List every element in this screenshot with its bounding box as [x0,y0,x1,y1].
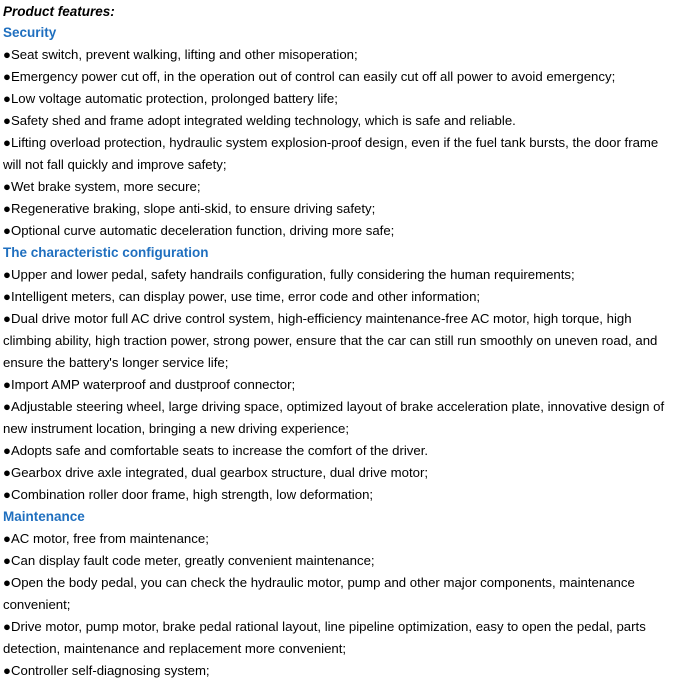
section-maintenance [3,506,684,682]
list-item: ●Low voltage automatic protection, prolonged battery life; [3,91,338,106]
list-item: ●Optional curve automatic deceleration function, driving more safe; [3,223,395,238]
list-item: ●Safety shed and frame adopt integrated welding technology, which is safe and reliable. [3,113,516,128]
list-item: ●Dual drive motor full AC drive control system, high-efficiency maintenance-free AC motor, high torque, high climbing ability, high traction power, strong power, ensure that the car can still run smoothly on uneven road, and ensure the battery's longer service life; [3,311,658,370]
configuration-feature-list [3,264,684,506]
list-item: ●Intelligent meters, can display power, use time, error code and other information; [3,289,481,304]
list-item: ●Drive motor, pump motor, brake pedal rational layout, line pipeline optimization, easy to open the pedal, parts detection, maintenance and replacement more convenient; [3,619,646,656]
list-item: ●Import AMP waterproof and dustproof connector; [3,377,296,392]
list-item: ●Combination roller door frame, high strength, low deformation; [3,487,374,502]
list-item: ●Gearbox drive axle integrated, dual gearbox structure, dual drive motor; [3,465,429,480]
list-item: ●Wet brake system, more secure; [3,179,201,194]
maintenance-feature-list [3,528,684,682]
section-security [3,22,684,242]
list-item: ●Regenerative braking, slope anti-skid, to ensure driving safety; [3,201,376,216]
list-item: ●Emergency power cut off, in the operation out of control can easily cut off all power to avoid emergency; [3,69,616,84]
list-item: ●Upper and lower pedal, safety handrails configuration, fully considering the human requirements; [3,267,575,282]
list-item: ●AC motor, free from maintenance; [3,531,209,546]
section-heading-characteristic-configuration: The characteristic configuration [3,245,209,260]
list-item: ●Adjustable steering wheel, large driving space, optimized layout of brake acceleration plate, innovative design of new instrument location, bringing a new driving experience; [3,399,665,436]
section-heading-maintenance: Maintenance [3,509,85,524]
list-item: ●Can display fault code meter, greatly convenient maintenance; [3,553,375,568]
section-characteristic-configuration [3,242,684,506]
list-item: ●Seat switch, prevent walking, lifting and other misoperation; [3,47,358,62]
list-item: ●Adopts safe and comfortable seats to increase the comfort of the driver. [3,443,429,458]
list-item: ●Controller self-diagnosing system; [3,663,210,678]
list-item: ●Lifting overload protection, hydraulic system explosion-proof design, even if the fuel tank bursts, the door frame will not fall quickly and improve safety; [3,135,659,172]
security-feature-list [3,44,684,242]
page-title: Product features: [3,4,115,19]
list-item: ●Open the body pedal, you can check the hydraulic motor, pump and other major components, maintenance convenient; [3,575,635,612]
section-heading-security: Security [3,25,57,40]
